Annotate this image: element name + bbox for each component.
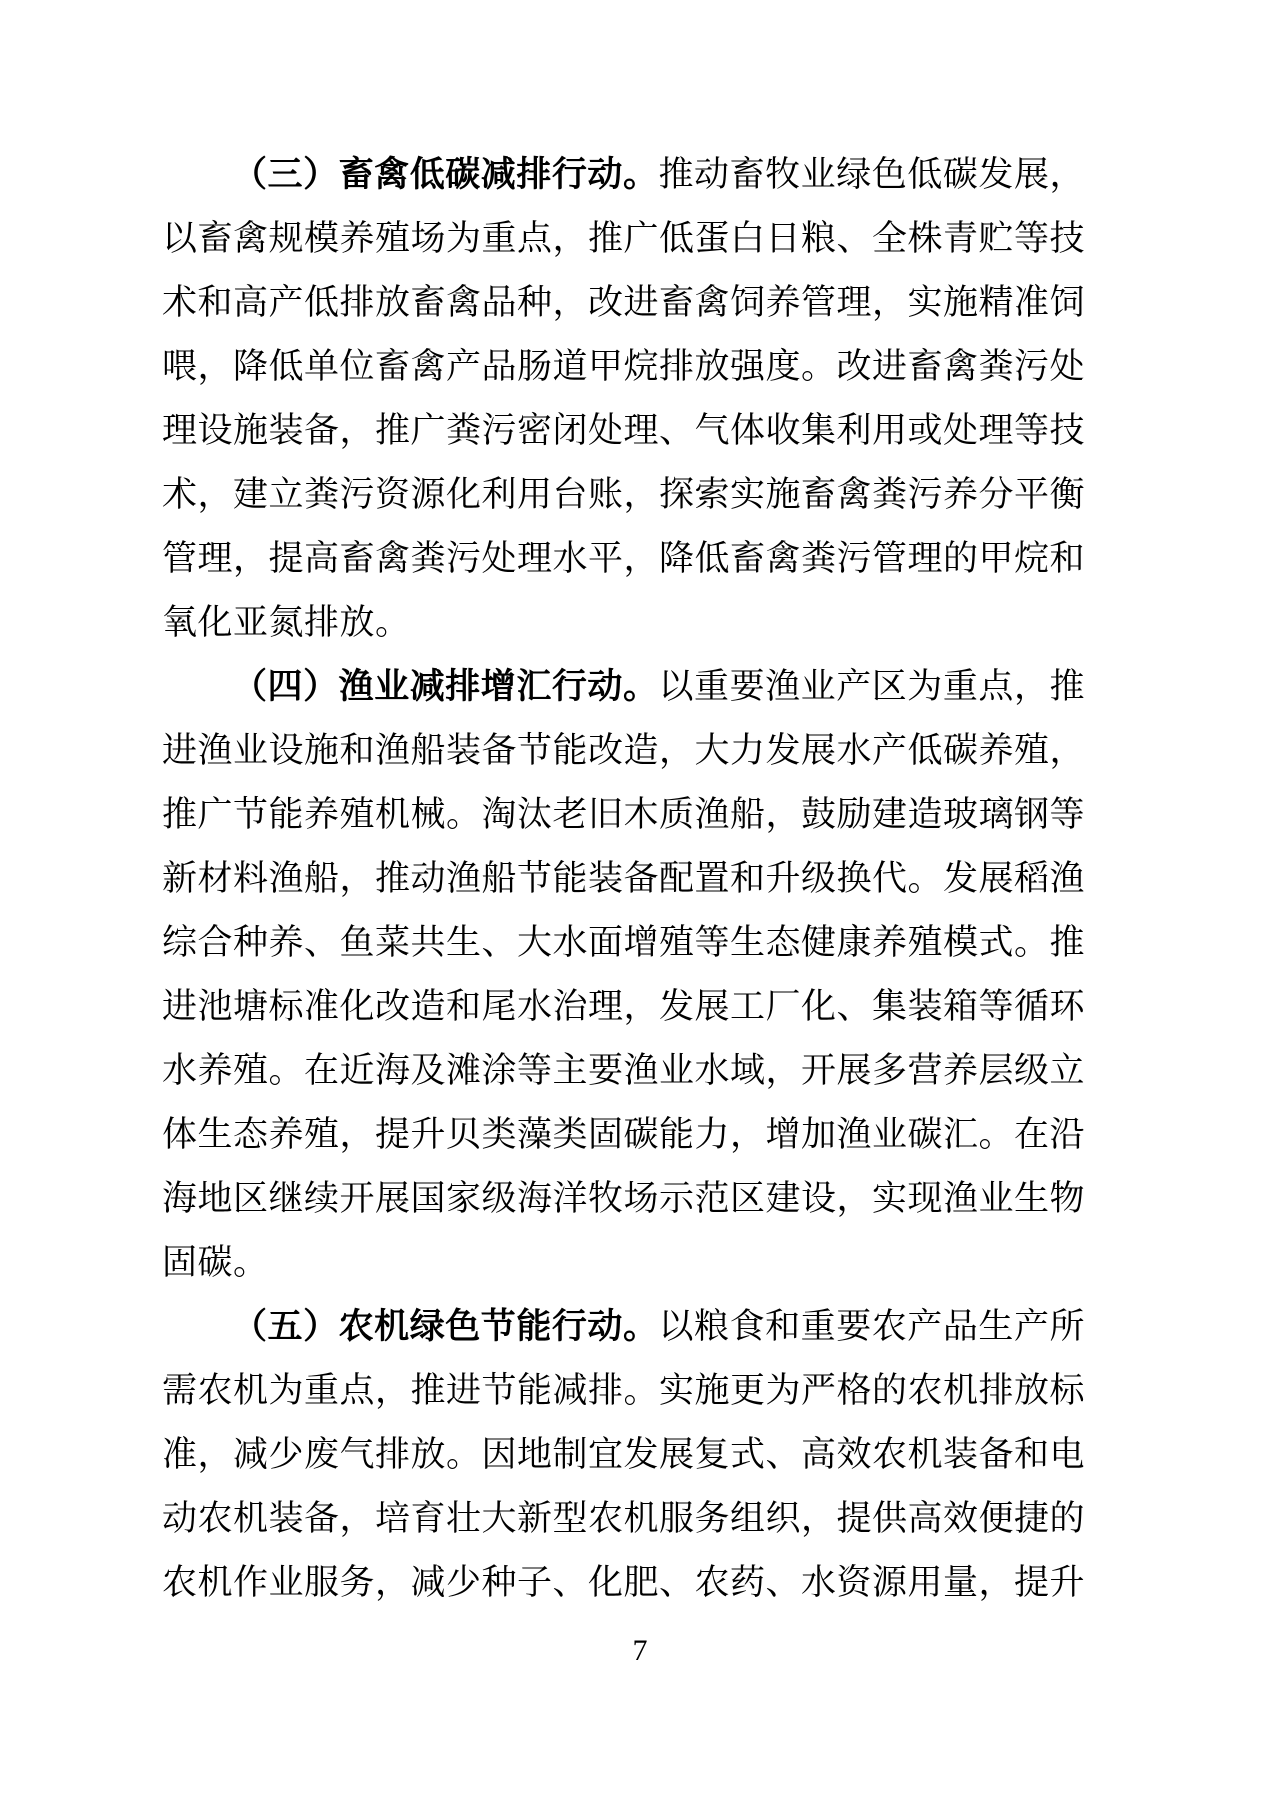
paragraph-heading: （四）渔业减排增汇行动。 (232, 667, 659, 706)
page-number: 7 (632, 1634, 648, 1667)
paragraph-body: 以粮食和重要农产品生产所需农机为重点，推进节能减排。实施更为严格的农机排放标准，减少废气排放。因地制宜发展复式、高效农机装备和电动农机装备，培育壮大新型农机服务组织，提供高效便捷的农机作业服务，减少种子、化肥、农药、水资源用量，提升 (162, 1307, 1086, 1602)
paragraph-livestock-action (162, 143, 1085, 655)
document-text-block (162, 143, 1085, 1615)
paragraph-heading: （五）农机绿色节能行动。 (232, 1307, 659, 1346)
paragraph-heading: （三）畜禽低碳减排行动。 (232, 155, 659, 194)
paragraph-body: 以重要渔业产区为重点，推进渔业设施和渔船装备节能改造，大力发展水产低碳养殖，推广节能养殖机械。淘汰老旧木质渔船，鼓励建造玻璃钢等新材料渔船，推动渔船节能装备配置和升级换代。发展稻渔综合种养、鱼菜共生、大水面增殖等生态健康养殖模式。推进池塘标准化改造和尾水治理，发展工厂化、集装箱等循环水养殖。在近海及滩涂等主要渔业水域，开展多营养层级立体生态养殖，提升贝类藻类固碳能力，增加渔业碳汇。在沿海地区继续开展国家级海洋牧场示范区建设，实现渔业生物固碳。 (162, 667, 1086, 1282)
paragraph-machinery-action (162, 1295, 1085, 1615)
paragraph-fishery-action (162, 655, 1085, 1295)
paragraph-body: 推动畜牧业绿色低碳发展，以畜禽规模养殖场为重点，推广低蛋白日粮、全株青贮等技术和高产低排放畜禽品种，改进畜禽饲养管理，实施精准饲喂，降低单位畜禽产品肠道甲烷排放强度。改进畜禽粪污处理设施装备，推广粪污密闭处理、气体收集利用或处理等技术，建立粪污资源化利用台账，探索实施畜禽粪污养分平衡管理，提高畜禽粪污处理水平，降低畜禽粪污管理的甲烷和氧化亚氮排放。 (162, 155, 1086, 642)
